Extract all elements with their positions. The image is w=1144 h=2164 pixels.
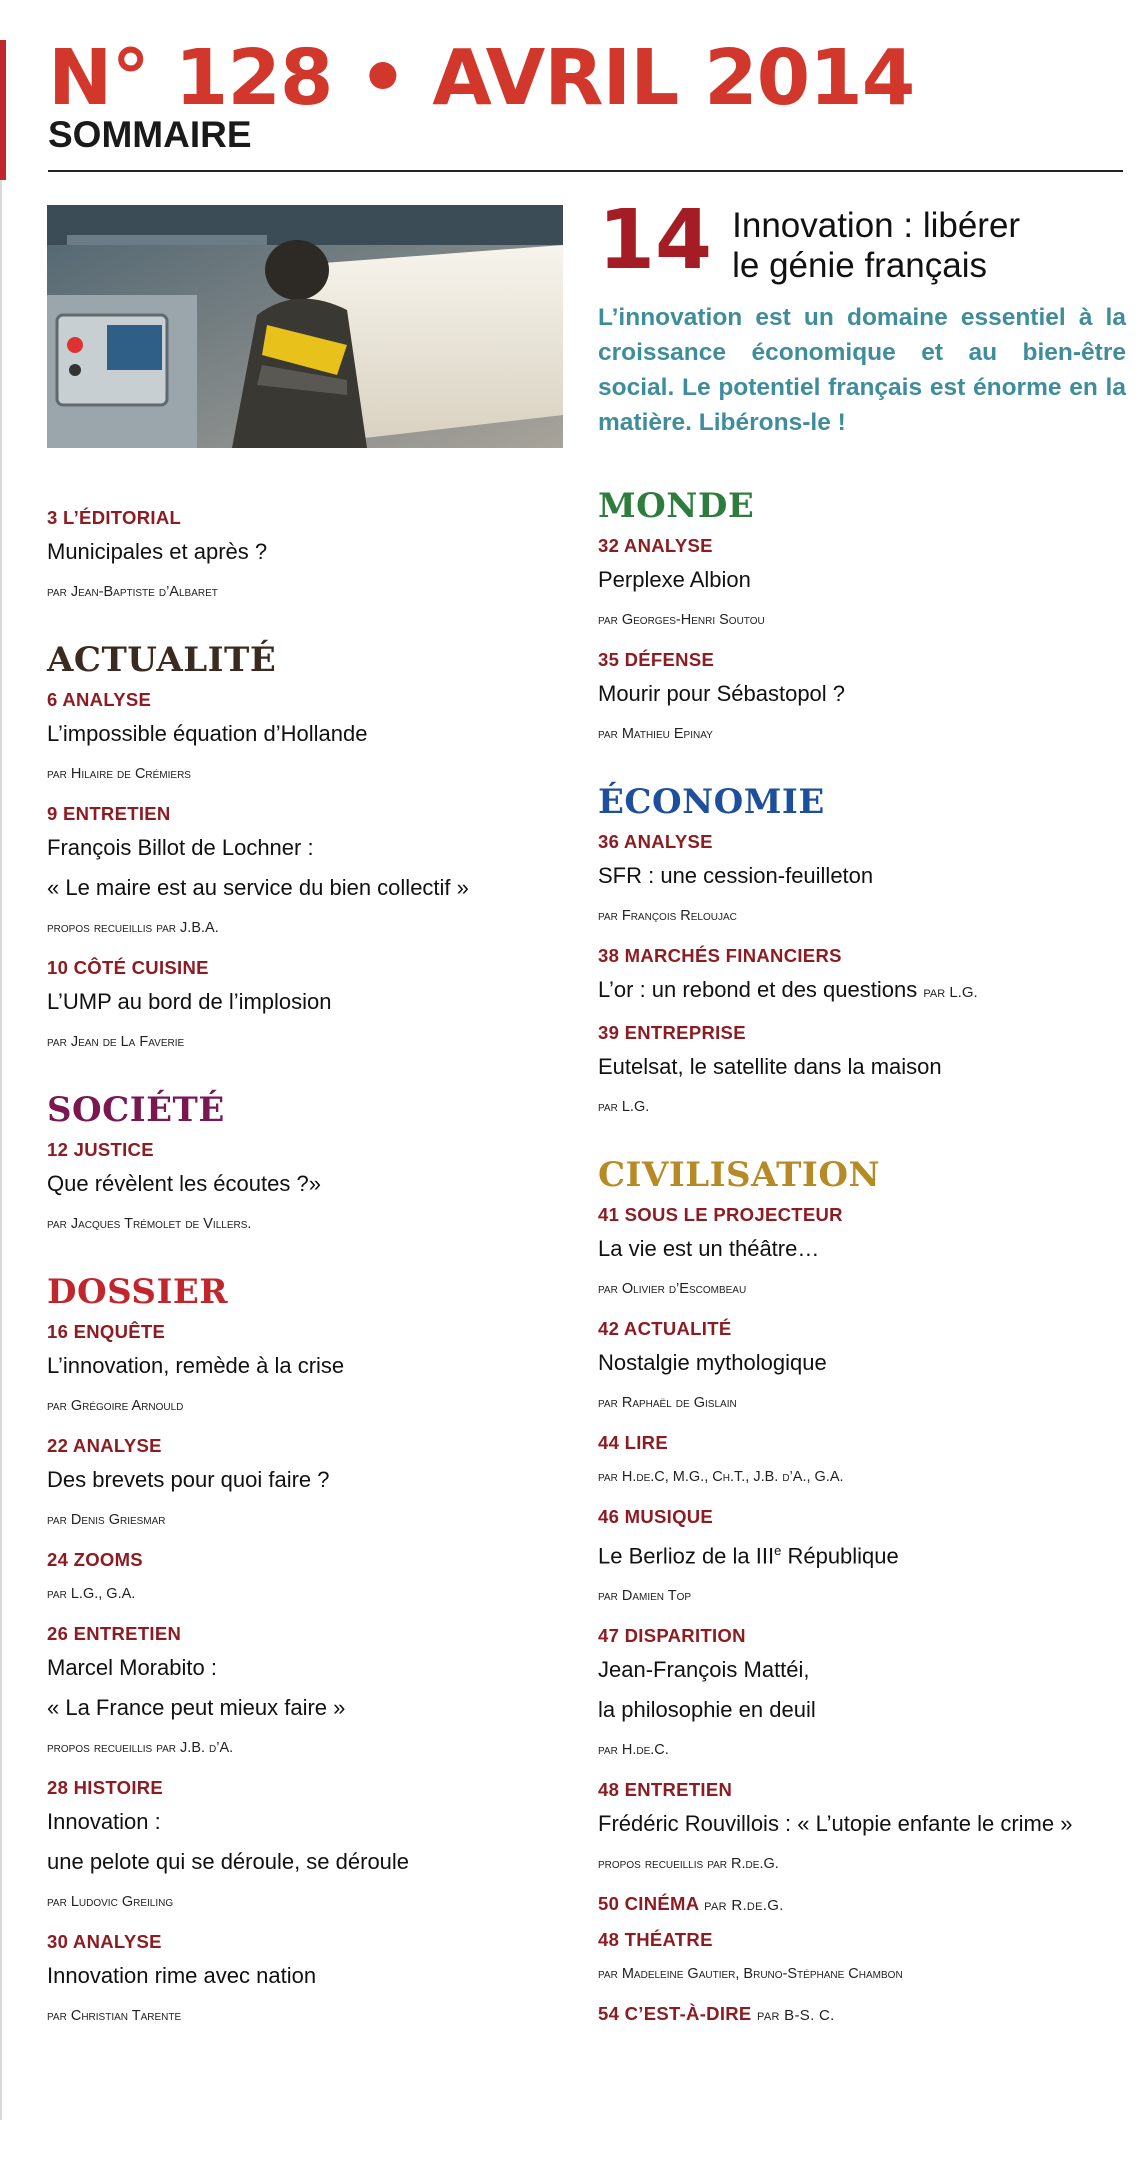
entry-byline: par H.de.C. (598, 1742, 669, 1759)
entry-rubric: 44 LIRE (598, 1432, 668, 1453)
feature-block (598, 193, 1126, 440)
entry-byline: par Jean-Baptiste d’Albaret (47, 584, 218, 600)
feature-page-number: 14 (598, 193, 713, 288)
entry-byline: propos recueillis par R.de.G. (598, 1856, 779, 1873)
entry-title-line2: « La France peut mieux faire » (47, 1695, 346, 1720)
entry-rubric (598, 1890, 1128, 1920)
entry-title: Nostalgie mythologique (598, 1350, 827, 1375)
header-divider (48, 170, 1123, 172)
section-title-societe: SOCIÉTÉ (47, 1090, 225, 1130)
entry-rubric: 35 DÉFENSE (598, 649, 715, 670)
entry-title: La vie est un théâtre… (598, 1236, 820, 1261)
entry-title: Marcel Morabito : (47, 1655, 217, 1680)
toc-entry[interactable] (47, 800, 577, 948)
entry-byline: par Mathieu Epinay (598, 726, 713, 742)
entry-rubric-text: 50 CINÉMA (598, 1893, 699, 1915)
entry-rubric: 9 ENTRETIEN (47, 803, 171, 824)
entry-rubric: 6 ANALYSE (47, 689, 152, 710)
left-accent-bar (0, 40, 6, 180)
entry-title: Mourir pour Sébastopol ? (598, 681, 846, 706)
toc-entry[interactable] (598, 1776, 1128, 1884)
toc-entry[interactable] (598, 1019, 1128, 1127)
entry-title (598, 970, 1128, 1013)
entry-rubric (598, 2000, 1128, 2030)
toc-entry[interactable] (47, 686, 577, 794)
entry-inline-byline: par L.G. (923, 984, 978, 1001)
entry-title: Que révèlent les écoutes ?» (47, 1171, 321, 1196)
left-border-rule (0, 180, 2, 2120)
entry-title: SFR : une cession-feuilleton (598, 863, 874, 888)
toc-entry[interactable] (598, 2000, 1128, 2030)
entry-title: L’innovation, remède à la crise (47, 1353, 345, 1378)
feature-title-line: Innovation : libérer (732, 206, 1021, 245)
entry-rubric: 39 ENTREPRISE (598, 1022, 746, 1043)
entry-byline: par H.de.C, M.G., Ch.T., J.B. d’A., G.A. (598, 1469, 844, 1485)
toc-entry[interactable] (598, 942, 1128, 1013)
section-title-dossier: DOSSIER (47, 1272, 229, 1312)
entry-title-line2: « Le maire est au service du bien collectif » (47, 875, 469, 900)
entry-byline: propos recueillis par J.B. d’A. (47, 1740, 234, 1756)
entry-byline: par Georges-Henri Soutou (598, 612, 765, 628)
toc-entry[interactable] (598, 1429, 1128, 1497)
entry-rubric: 47 DISPARITION (598, 1625, 746, 1647)
toc-entry[interactable] (598, 646, 1128, 754)
toc-entry[interactable] (47, 1774, 577, 1922)
entry-rubric: 28 HISTOIRE (47, 1777, 164, 1798)
entry-title: L’impossible équation d’Hollande (47, 721, 368, 746)
entry-byline: par Denis Griesmar (47, 1512, 166, 1528)
section-title-economie: ÉCONOMIE (598, 782, 825, 822)
toc-entry[interactable] (47, 1136, 577, 1244)
entry-title-line2: la philosophie en deuil (598, 1697, 816, 1723)
feature-title-line: le génie français (732, 246, 988, 285)
toc-entry[interactable] (47, 1432, 577, 1540)
entry-title: Frédéric Rouvillois : « L’utopie enfante le crime » (598, 1811, 1073, 1837)
entry-inline-byline: par B-S. C. (757, 2007, 835, 2025)
entry-byline: par Christian Tarente (47, 2008, 182, 2024)
entry-rubric: 26 ENTRETIEN (47, 1623, 182, 1644)
page-subtitle: SOMMAIRE (48, 114, 252, 155)
entry-rubric: 48 THÉATRE (598, 1929, 713, 1951)
entry-rubric: 10 CÔTÉ CUISINE (47, 957, 209, 978)
toc-entry[interactable] (598, 1201, 1128, 1309)
toc-entry[interactable] (47, 954, 577, 1062)
entry-title-line2: une pelote qui se déroule, se déroule (47, 1849, 410, 1874)
entry-title: Des brevets pour quoi faire ? (47, 1467, 330, 1492)
right-column (598, 486, 1128, 2030)
entry-byline: par Olivier d’Escombeau (598, 1281, 747, 1297)
entry-rubric: 3 L’ÉDITORIAL (47, 507, 182, 528)
entry-title-text: République (781, 1543, 899, 1569)
entry-byline: par Ludovic Greiling (47, 1894, 174, 1910)
toc-entry[interactable] (598, 1622, 1128, 1770)
entry-byline: par Madeleine Gautier, Bruno-Stéphane Chambon (598, 1966, 903, 1983)
entry-title: Eutelsat, le satellite dans la maison (598, 1054, 942, 1079)
entry-rubric: 36 ANALYSE (598, 831, 713, 852)
factory-worker-image (47, 205, 563, 448)
entry-title-text: L’or : un rebond et des questions (598, 977, 918, 1002)
entry-rubric: 32 ANALYSE (598, 535, 713, 556)
toc-entry[interactable] (47, 1620, 577, 1768)
section-title-actualite: ACTUALITÉ (47, 640, 277, 680)
feature-photo (47, 205, 563, 448)
entry-rubric: 38 MARCHÉS FINANCIERS (598, 945, 842, 966)
toc-entry[interactable] (47, 1318, 577, 1426)
entry-title: Innovation rime avec nation (47, 1963, 317, 1988)
toc-entry[interactable] (598, 1315, 1128, 1423)
entry-rubric: 24 ZOOMS (47, 1549, 143, 1570)
entry-title: Innovation : (47, 1809, 161, 1834)
entry-title (598, 1531, 1128, 1576)
page-header (48, 34, 915, 155)
entry-byline: par Jacques Trémolet de Villers. (47, 1216, 252, 1232)
toc-entry[interactable] (47, 1546, 577, 1614)
toc-entry[interactable] (47, 504, 577, 612)
entry-byline: par Jean de La Faverie (47, 1034, 185, 1050)
entry-byline: par Damien Top (598, 1588, 692, 1605)
feature-title[interactable] (732, 206, 1020, 286)
entry-rubric-text: 54 C’EST-À-DIRE (598, 2003, 752, 2025)
entry-rubric: 12 JUSTICE (47, 1139, 154, 1160)
entry-title: François Billot de Lochner : (47, 835, 314, 860)
toc-entry[interactable] (598, 1503, 1128, 1616)
feature-lead: L’innovation est un domaine essentiel à la croissance économique et au bien-être social. Le potentiel français est énorme en la matière. Libérons-le ! (598, 304, 1126, 436)
toc-entry[interactable] (598, 532, 1128, 640)
entry-title: Perplexe Albion (598, 567, 751, 592)
entry-title: Municipales et après ? (47, 539, 268, 564)
entry-byline: par François Reloujac (598, 908, 737, 924)
toc-entry[interactable] (47, 1928, 577, 2036)
toc-entry[interactable] (598, 828, 1128, 936)
section-title-monde: MONDE (598, 486, 755, 526)
entry-title-superscript: e (774, 1543, 782, 1558)
entry-rubric: 22 ANALYSE (47, 1435, 162, 1456)
entry-rubric: 42 ACTUALITÉ (598, 1318, 732, 1339)
entry-inline-byline: par R.de.G. (704, 1897, 784, 1915)
entry-rubric: 16 ENQUÊTE (47, 1321, 166, 1342)
toc-entry[interactable] (598, 1926, 1128, 1994)
entry-byline: par Raphaël de Gislain (598, 1395, 737, 1411)
toc-entry[interactable] (598, 1890, 1128, 1920)
entry-rubric: 41 SOUS LE PROJECTEUR (598, 1204, 843, 1225)
issue-title: N° 128 • AVRIL 2014 (48, 34, 915, 123)
left-column (47, 498, 577, 2036)
entry-rubric: 48 ENTRETIEN (598, 1779, 733, 1801)
section-title-civilisation: CIVILISATION (598, 1155, 881, 1195)
entry-rubric: 30 ANALYSE (47, 1931, 162, 1952)
entry-byline: par L.G. (598, 1099, 650, 1115)
entry-rubric: 46 MUSIQUE (598, 1506, 714, 1527)
entry-title-text: Le Berlioz de la III (598, 1543, 775, 1569)
entry-byline: par Hilaire de Crémiers (47, 766, 191, 782)
entry-byline: par Grégoire Arnould (47, 1398, 184, 1414)
entry-byline: par L.G., G.A. (47, 1586, 136, 1602)
entry-title: L’UMP au bord de l’implosion (47, 989, 332, 1014)
entry-title: Jean-François Mattéi, (598, 1657, 810, 1683)
entry-byline: propos recueillis par J.B.A. (47, 920, 219, 936)
